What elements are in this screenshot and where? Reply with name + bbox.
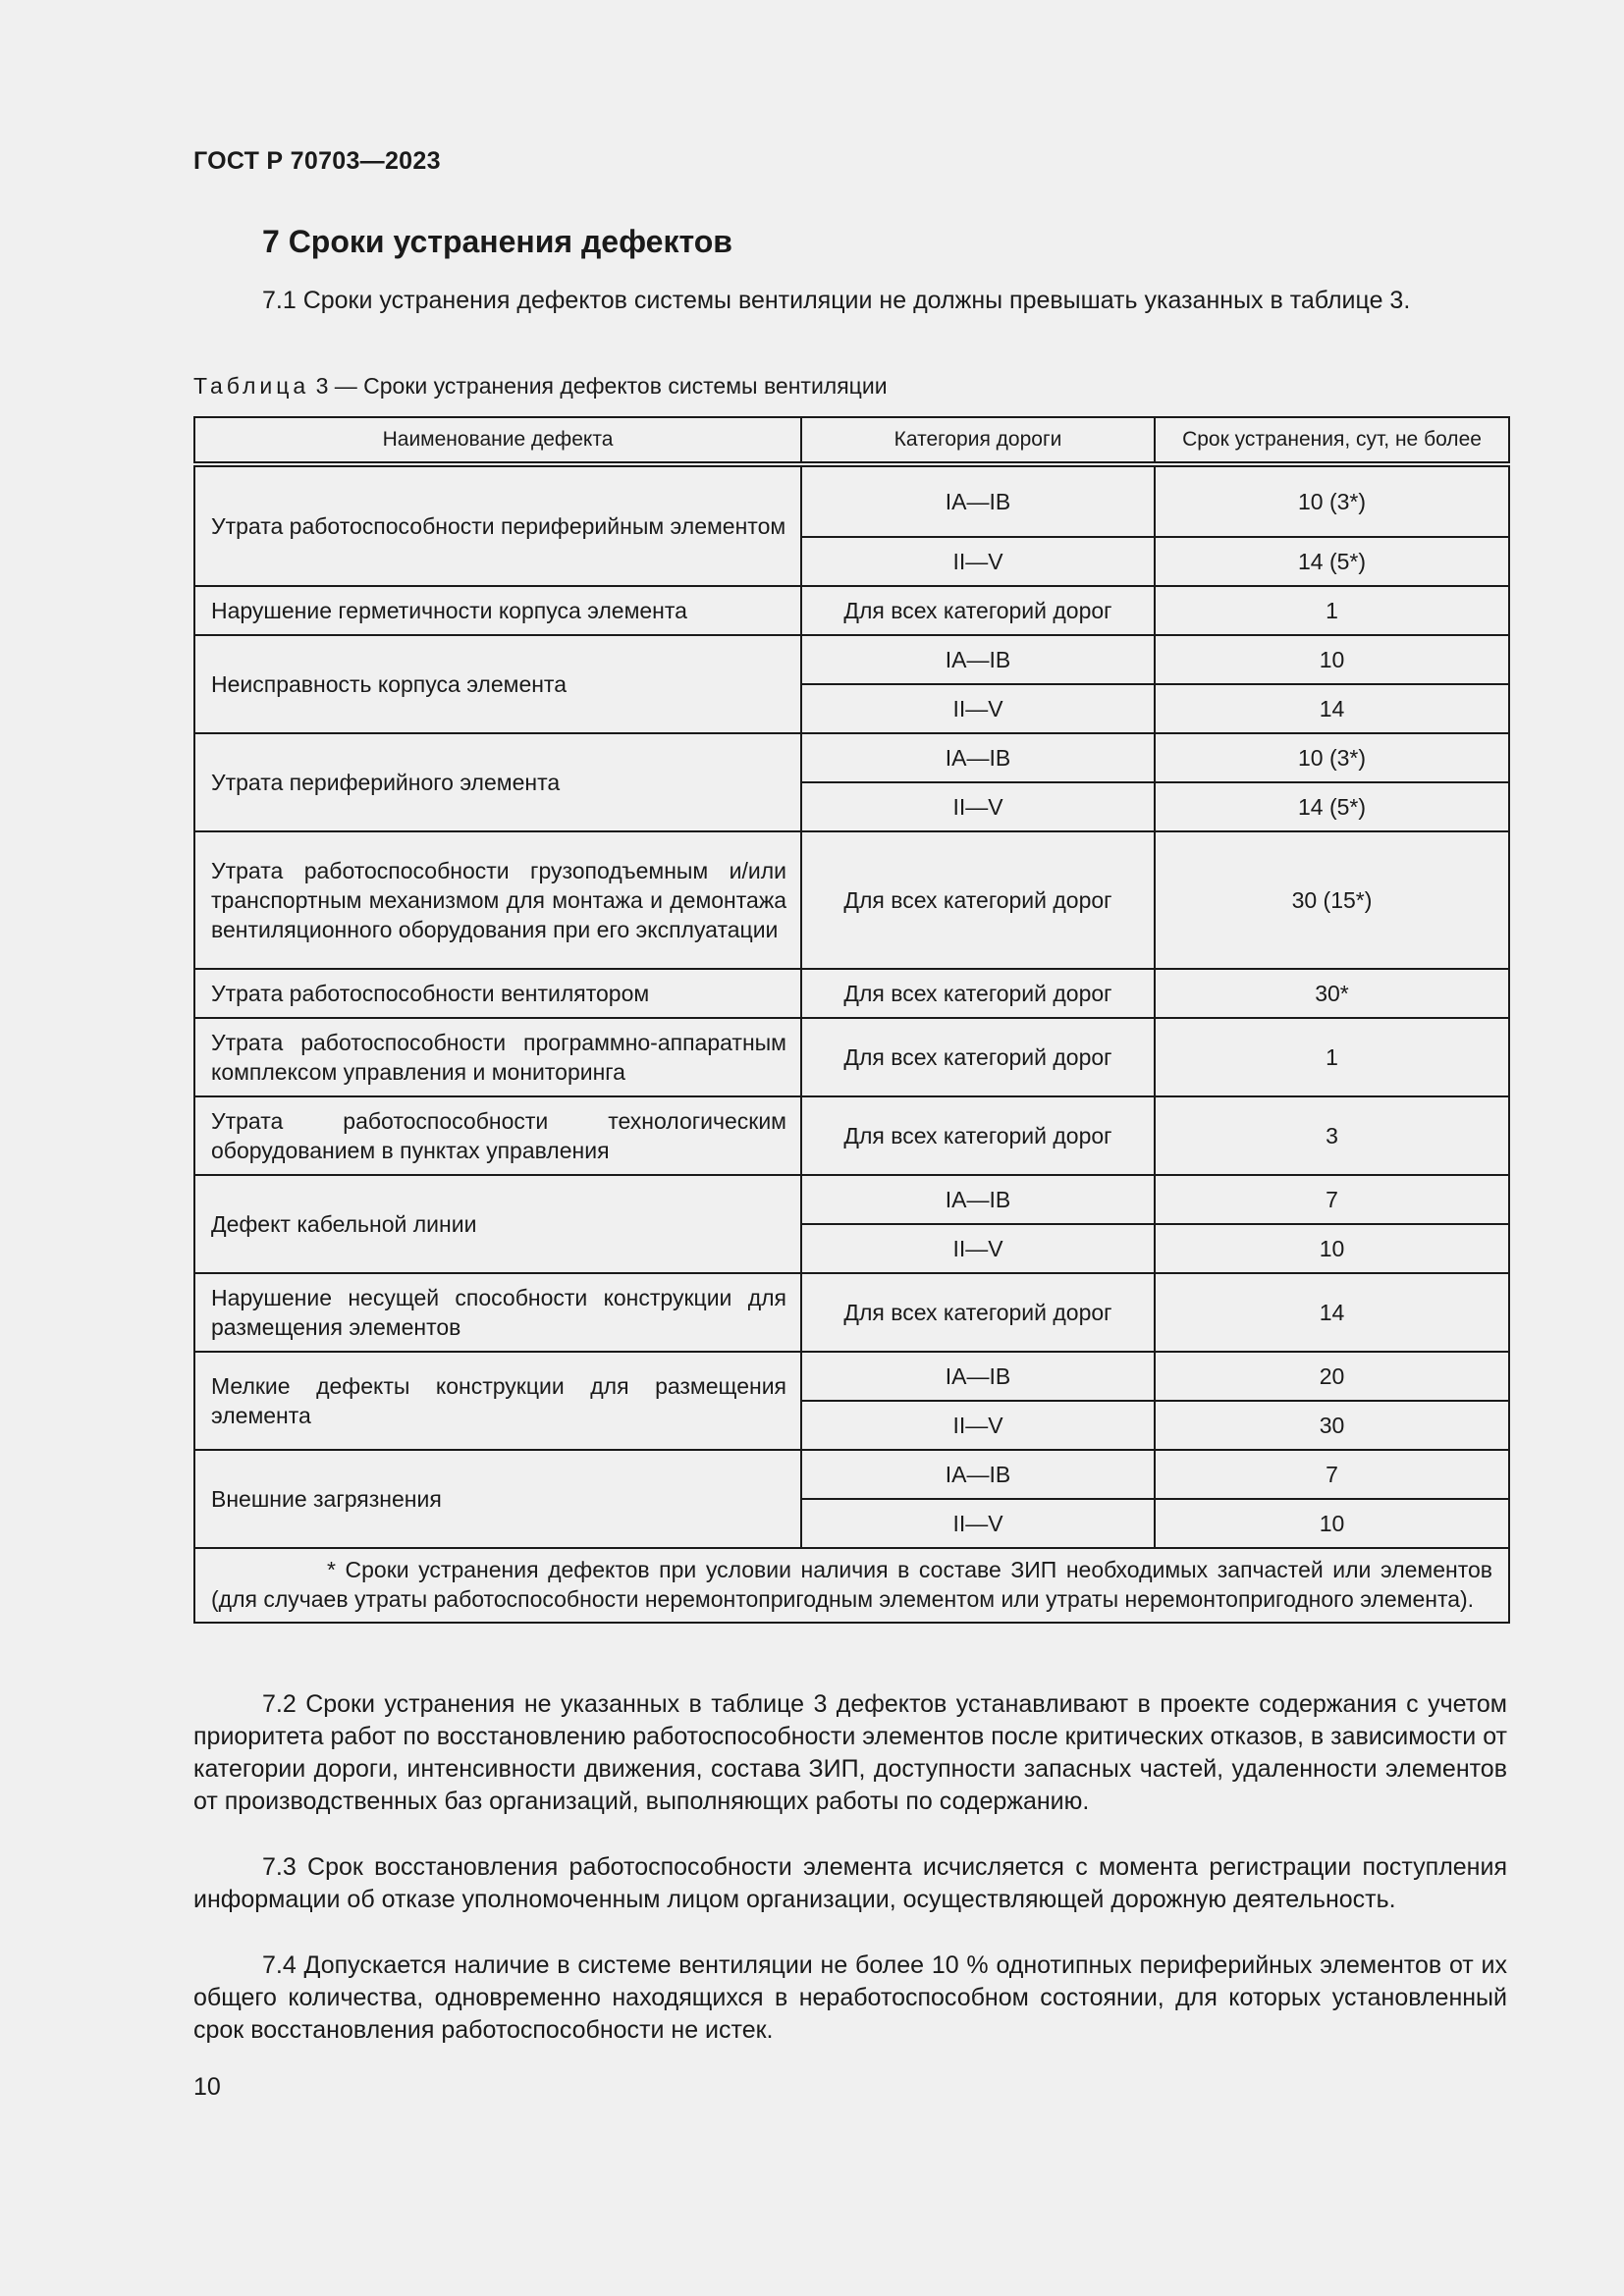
table-row xyxy=(194,733,1509,782)
deadline-cell: 7 xyxy=(1155,1175,1509,1224)
deadline-cell: 20 xyxy=(1155,1352,1509,1401)
deadline-cell: 14 xyxy=(1155,1273,1509,1352)
defect-name-cell: Утрата работоспособности вентилятором xyxy=(194,969,801,1018)
table-footnote xyxy=(194,1548,1509,1623)
table-caption xyxy=(193,373,888,400)
defect-name-cell: Утрата работоспособности периферийным элементом xyxy=(194,464,801,586)
table-row xyxy=(194,1450,1509,1499)
deadline-cell: 30 xyxy=(1155,1401,1509,1450)
road-category-cell: Для всех категорий дорог xyxy=(801,1096,1155,1175)
road-category-cell: II—V xyxy=(801,782,1155,831)
deadline-cell: 14 (5*) xyxy=(1155,537,1509,586)
deadline-cell: 30* xyxy=(1155,969,1509,1018)
table-caption-label: Таблица xyxy=(193,373,310,399)
table-row xyxy=(194,586,1509,635)
road-category-cell: Для всех категорий дорог xyxy=(801,831,1155,969)
road-category-cell: IA—IB xyxy=(801,635,1155,684)
paragraph-7-2 xyxy=(193,1688,1507,1818)
table-row xyxy=(194,1352,1509,1401)
footnote-text: * Сроки устранения дефектов при условии наличия в составе ЗИП необходимых запчастей или элементов (для случаев утраты работоспособности неремонтопригодным элементом или утраты неремонтопригодного элемента). xyxy=(211,1557,1492,1612)
deadline-cell: 1 xyxy=(1155,586,1509,635)
road-category-cell: IA—IB xyxy=(801,1352,1155,1401)
defects-table xyxy=(193,416,1510,1624)
table-header-row xyxy=(194,417,1509,464)
deadline-cell: 10 xyxy=(1155,1499,1509,1548)
defect-name-cell: Дефект кабельной линии xyxy=(194,1175,801,1273)
column-header-defect: Наименование дефекта xyxy=(194,417,801,464)
defect-name-cell: Утрата работоспособности программно-аппаратным комплексом управления и мониторинга xyxy=(194,1018,801,1096)
deadline-cell: 10 (3*) xyxy=(1155,733,1509,782)
road-category-cell: IA—IB xyxy=(801,1450,1155,1499)
table-row xyxy=(194,1175,1509,1224)
road-category-cell: Для всех категорий дорог xyxy=(801,1273,1155,1352)
paragraph-7-1 xyxy=(193,285,1507,317)
section-title: 7 Сроки устранения дефектов xyxy=(262,224,732,259)
table-row xyxy=(194,464,1509,537)
paragraph-7-3 xyxy=(193,1851,1507,1916)
deadline-cell: 1 xyxy=(1155,1018,1509,1096)
deadline-cell: 10 xyxy=(1155,635,1509,684)
deadline-cell: 10 (3*) xyxy=(1155,464,1509,537)
defect-name-cell: Внешние загрязнения xyxy=(194,1450,801,1548)
defect-name-cell: Неисправность корпуса элемента xyxy=(194,635,801,733)
paragraph-7-4-text: 7.4 Допускается наличие в системе вентиляции не более 10 % однотипных периферийных элементов от их общего количества, одновременно находящихся в неработоспособном состоянии, для которых установленный срок восстановления работоспособности не истек. xyxy=(193,1951,1507,2044)
deadline-cell: 3 xyxy=(1155,1096,1509,1175)
road-category-cell: IA—IB xyxy=(801,464,1155,537)
table-row xyxy=(194,969,1509,1018)
paragraph-7-4 xyxy=(193,1949,1507,2047)
defect-name-cell: Мелкие дефекты конструкции для размещения элемента xyxy=(194,1352,801,1450)
road-category-cell: IA—IB xyxy=(801,1175,1155,1224)
road-category-cell: Для всех категорий дорог xyxy=(801,1018,1155,1096)
defect-name-cell: Утрата работоспособности грузоподъемным и/или транспортным механизмом для монтажа и демонтажа вентиляционного оборудования при его эксплуатации xyxy=(194,831,801,969)
table-row xyxy=(194,831,1509,969)
defect-name-cell: Утрата периферийного элемента xyxy=(194,733,801,831)
table-row xyxy=(194,635,1509,684)
road-category-cell: Для всех категорий дорог xyxy=(801,969,1155,1018)
road-category-cell: II—V xyxy=(801,1224,1155,1273)
deadline-cell: 30 (15*) xyxy=(1155,831,1509,969)
table-row xyxy=(194,1273,1509,1352)
road-category-cell: II—V xyxy=(801,1499,1155,1548)
table-caption-text: 3 — Сроки устранения дефектов системы вентиляции xyxy=(309,373,888,399)
paragraph-7-3-text: 7.3 Срок восстановления работоспособности элемента исчисляется с момента регистрации поступления информации об отказе уполномоченным лицом организации, осуществляющей дорожную деятельность. xyxy=(193,1853,1507,1913)
deadline-cell: 10 xyxy=(1155,1224,1509,1273)
paragraph-7-2-text: 7.2 Сроки устранения не указанных в таблице 3 дефектов устанавливают в проекте содержания с учетом приоритета работ по восстановлению работоспособности элементов после критических отказов, в зависимости от категории дороги, интенсивности движения, состава ЗИП, доступности запасных частей, удаленности элементов от производственных баз организаций, выполняющих работы по содержанию. xyxy=(193,1690,1507,1815)
road-category-cell: II—V xyxy=(801,684,1155,733)
defects-table-body xyxy=(194,417,1509,1623)
paragraph-7-1-text: 7.1 Сроки устранения дефектов системы вентиляции не должны превышать указанных в таблице 3. xyxy=(262,287,1411,314)
table-row xyxy=(194,1018,1509,1096)
road-category-cell: II—V xyxy=(801,1401,1155,1450)
page-number: 10 xyxy=(193,2073,221,2101)
defect-name-cell: Нарушение герметичности корпуса элемента xyxy=(194,586,801,635)
defect-name-cell: Нарушение несущей способности конструкции для размещения элементов xyxy=(194,1273,801,1352)
defect-name-cell: Утрата работоспособности технологическим оборудованием в пунктах управления xyxy=(194,1096,801,1175)
deadline-cell: 14 xyxy=(1155,684,1509,733)
road-category-cell: Для всех категорий дорог xyxy=(801,586,1155,635)
column-header-deadline: Срок устранения, сут, не более xyxy=(1155,417,1509,464)
table-footnote-row xyxy=(194,1548,1509,1623)
road-category-cell: IA—IB xyxy=(801,733,1155,782)
table-row xyxy=(194,1096,1509,1175)
deadline-cell: 14 (5*) xyxy=(1155,782,1509,831)
deadline-cell: 7 xyxy=(1155,1450,1509,1499)
road-category-cell: II—V xyxy=(801,537,1155,586)
document-header: ГОСТ Р 70703—2023 xyxy=(193,147,441,175)
column-header-category: Категория дороги xyxy=(801,417,1155,464)
